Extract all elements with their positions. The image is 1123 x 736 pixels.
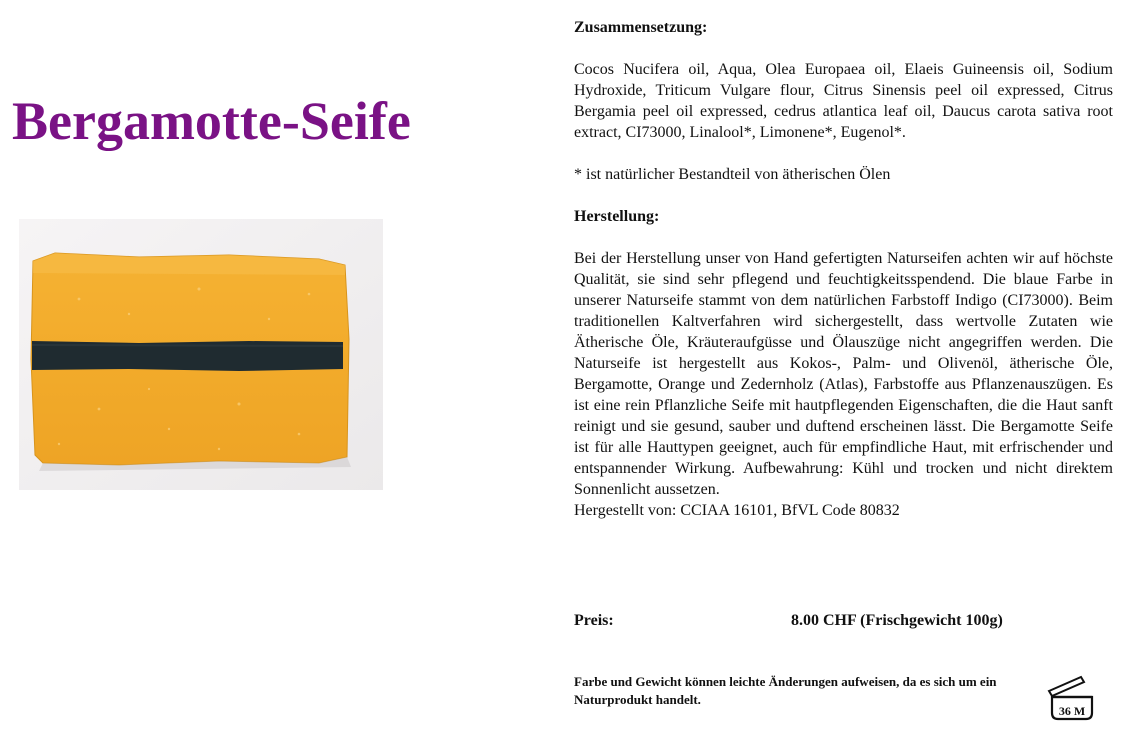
soap-bar-illustration [19, 219, 383, 490]
natural-product-note: Farbe und Gewicht können leichte Änderungen aufweisen, da es sich um ein Naturprodukt handelt. [574, 674, 997, 707]
pao-label: 36 M [1058, 704, 1086, 718]
price-value: 8.00 CHF (Frischgewicht 100g) [791, 612, 1003, 629]
ingredients-text: Cocos Nucifera oil, Aqua, Olea Europaea oil, Elaeis Guineensis oil, Sodium Hydroxide, Triticum Vulgare flour, Citrus Sinensis peel oil expressed, Citrus Bergamia peel oil expressed, cedrus atlantica leaf oil, Daucus carota sativa root extract, CI73000, Linalool*, Limonene*, Eugenol*. [574, 61, 1113, 141]
price-label: Preis: [574, 612, 614, 629]
product-image [19, 219, 383, 490]
composition-heading: Zusammensetzung: [574, 19, 708, 36]
product-title: Bergamotte-Seife [12, 91, 411, 151]
production-heading: Herstellung: [574, 208, 660, 225]
manufacturer-text: Hergestellt von: CCIAA 16101, BfVL Code 80832 [574, 502, 900, 519]
product-description [574, 17, 1113, 521]
ingredients-footnote: * ist natürlicher Bestandteil von ätherischen Ölen [574, 166, 891, 183]
open-jar-icon [1045, 675, 1097, 721]
production-text: Bei der Herstellung unser von Hand gefertigten Naturseifen achten wir auf höchste Qualität, sie sind sehr pflegend und feuchtigkeitsspendend. Die blaue Farbe in unserer Naturseife stammt von dem natürlichen Farbstoff Indigo (CI73000). Beim traditionellen Kaltverfahren wird sichergestellt, dass wertvolle Zutaten wie Ätherische Öle, Kräuteraufgüsse und Ölauszüge nicht angegriffen werden. Die Naturseife ist hergestellt aus Kokos-, Palm- und Olivenöl, ätherische Öle, Bergamotte, Orange und Zedernholz (Atlas), Farbstoffe aus Pflanzenauszügen. Es ist eine rein Pflanzliche Seife mit hautpflegenden Eigenschaften, die die Haut sanft reinigt und sie gesund, sauber und duftend erscheinen lässt. Die Bergamotte Seife ist für alle Hauttypen geeignet, auch für empfindliche Haut, mit erfrischender und entspannender Wirkung. Aufbewahrung: Kühl und trocken und nicht direktem Sonnenlicht aussetzen. [574, 250, 1113, 498]
